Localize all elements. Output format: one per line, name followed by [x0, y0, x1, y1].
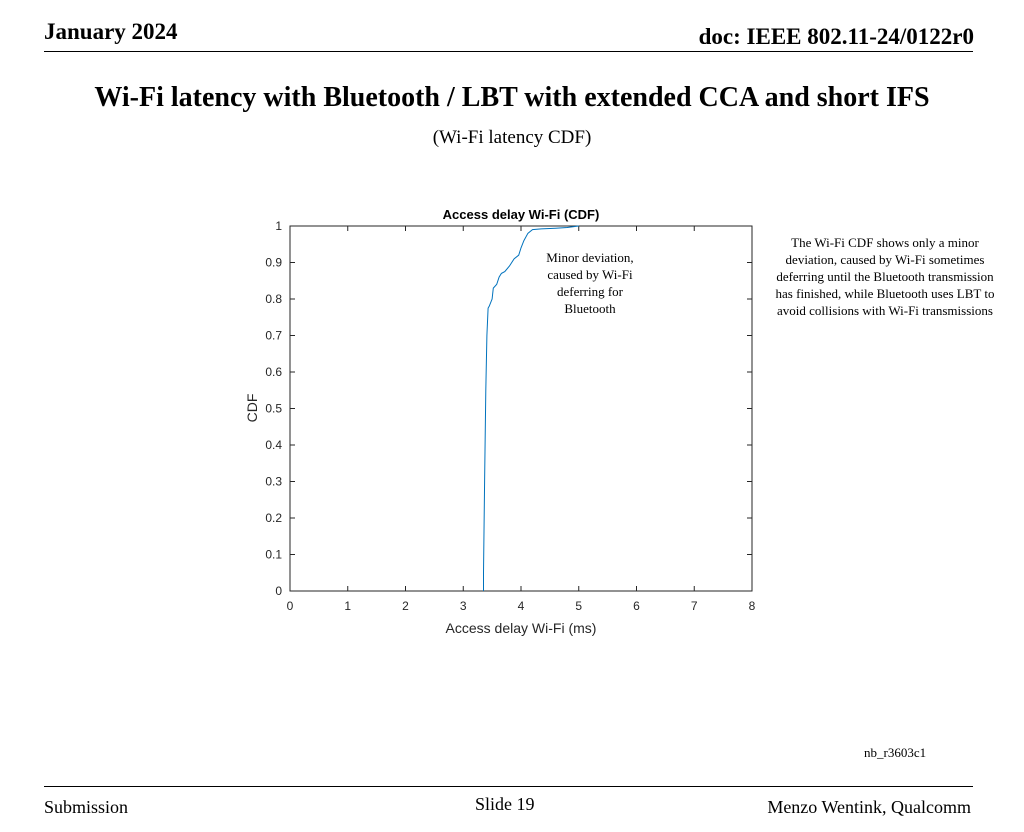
plot-area [290, 226, 752, 591]
footer-slide-number: Slide 19 [475, 794, 535, 814]
slide-title: Wi-Fi latency with Bluetooth / LBT with extended CCA and short IFS [94, 82, 930, 113]
header-date: January 2024 [44, 19, 178, 44]
y-tick-label: 0.6 [265, 365, 282, 379]
annotation-line: Minor deviation, [546, 250, 634, 265]
x-axis-ticks [287, 226, 756, 613]
chart-annotation [546, 250, 633, 316]
reference-code: nb_r3603c1 [864, 745, 927, 760]
footer-divider [44, 786, 973, 787]
y-tick-label: 0 [275, 584, 282, 598]
x-tick-label: 8 [748, 599, 756, 613]
y-tick-label: 0.3 [265, 474, 282, 489]
x-tick-label: 5 [575, 599, 583, 613]
y-tick-label: 0.7 [265, 328, 282, 343]
annotation-line: caused by Wi-Fi [547, 267, 633, 282]
y-tick-label: 0.5 [265, 401, 282, 416]
annotation-line: deferring for [556, 284, 624, 299]
y-tick-label: 0.1 [265, 547, 282, 562]
x-tick-label: 6 [633, 599, 640, 613]
chart-title: Access delay Wi-Fi (CDF) [442, 207, 600, 222]
y-axis-ticks [265, 219, 752, 598]
x-tick-label: 0 [286, 599, 294, 613]
y-axis-label: CDF [244, 393, 260, 423]
header-doc-id: doc: IEEE 802.11-24/0122r0 [698, 24, 974, 49]
y-tick-label: 0.8 [265, 292, 282, 306]
y-tick-label: 0.2 [265, 511, 282, 525]
y-tick-label: 1 [275, 219, 282, 233]
x-tick-label: 1 [344, 599, 352, 613]
x-tick-label: 7 [690, 599, 698, 613]
x-tick-label: 2 [402, 599, 409, 613]
y-tick-label: 0.4 [265, 438, 282, 452]
x-tick-label: 3 [459, 599, 467, 613]
side-note: The Wi-Fi CDF shows only a minor deviation, caused by Wi-Fi sometimes deferring until the Bluetooth transmission has finished, while Bluetooth uses LBT to avoid collisions with Wi-Fi transmissions [775, 235, 995, 318]
x-axis-label: Access delay Wi-Fi (ms) [445, 620, 597, 636]
x-tick-label: 4 [517, 599, 525, 613]
slide-subtitle: (Wi-Fi latency CDF) [432, 127, 592, 148]
annotation-line: Bluetooth [564, 301, 616, 316]
y-tick-label: 0.9 [265, 255, 282, 270]
footer-submission: Submission [44, 797, 129, 817]
footer-author: Menzo Wentink, Qualcomm [767, 797, 971, 817]
